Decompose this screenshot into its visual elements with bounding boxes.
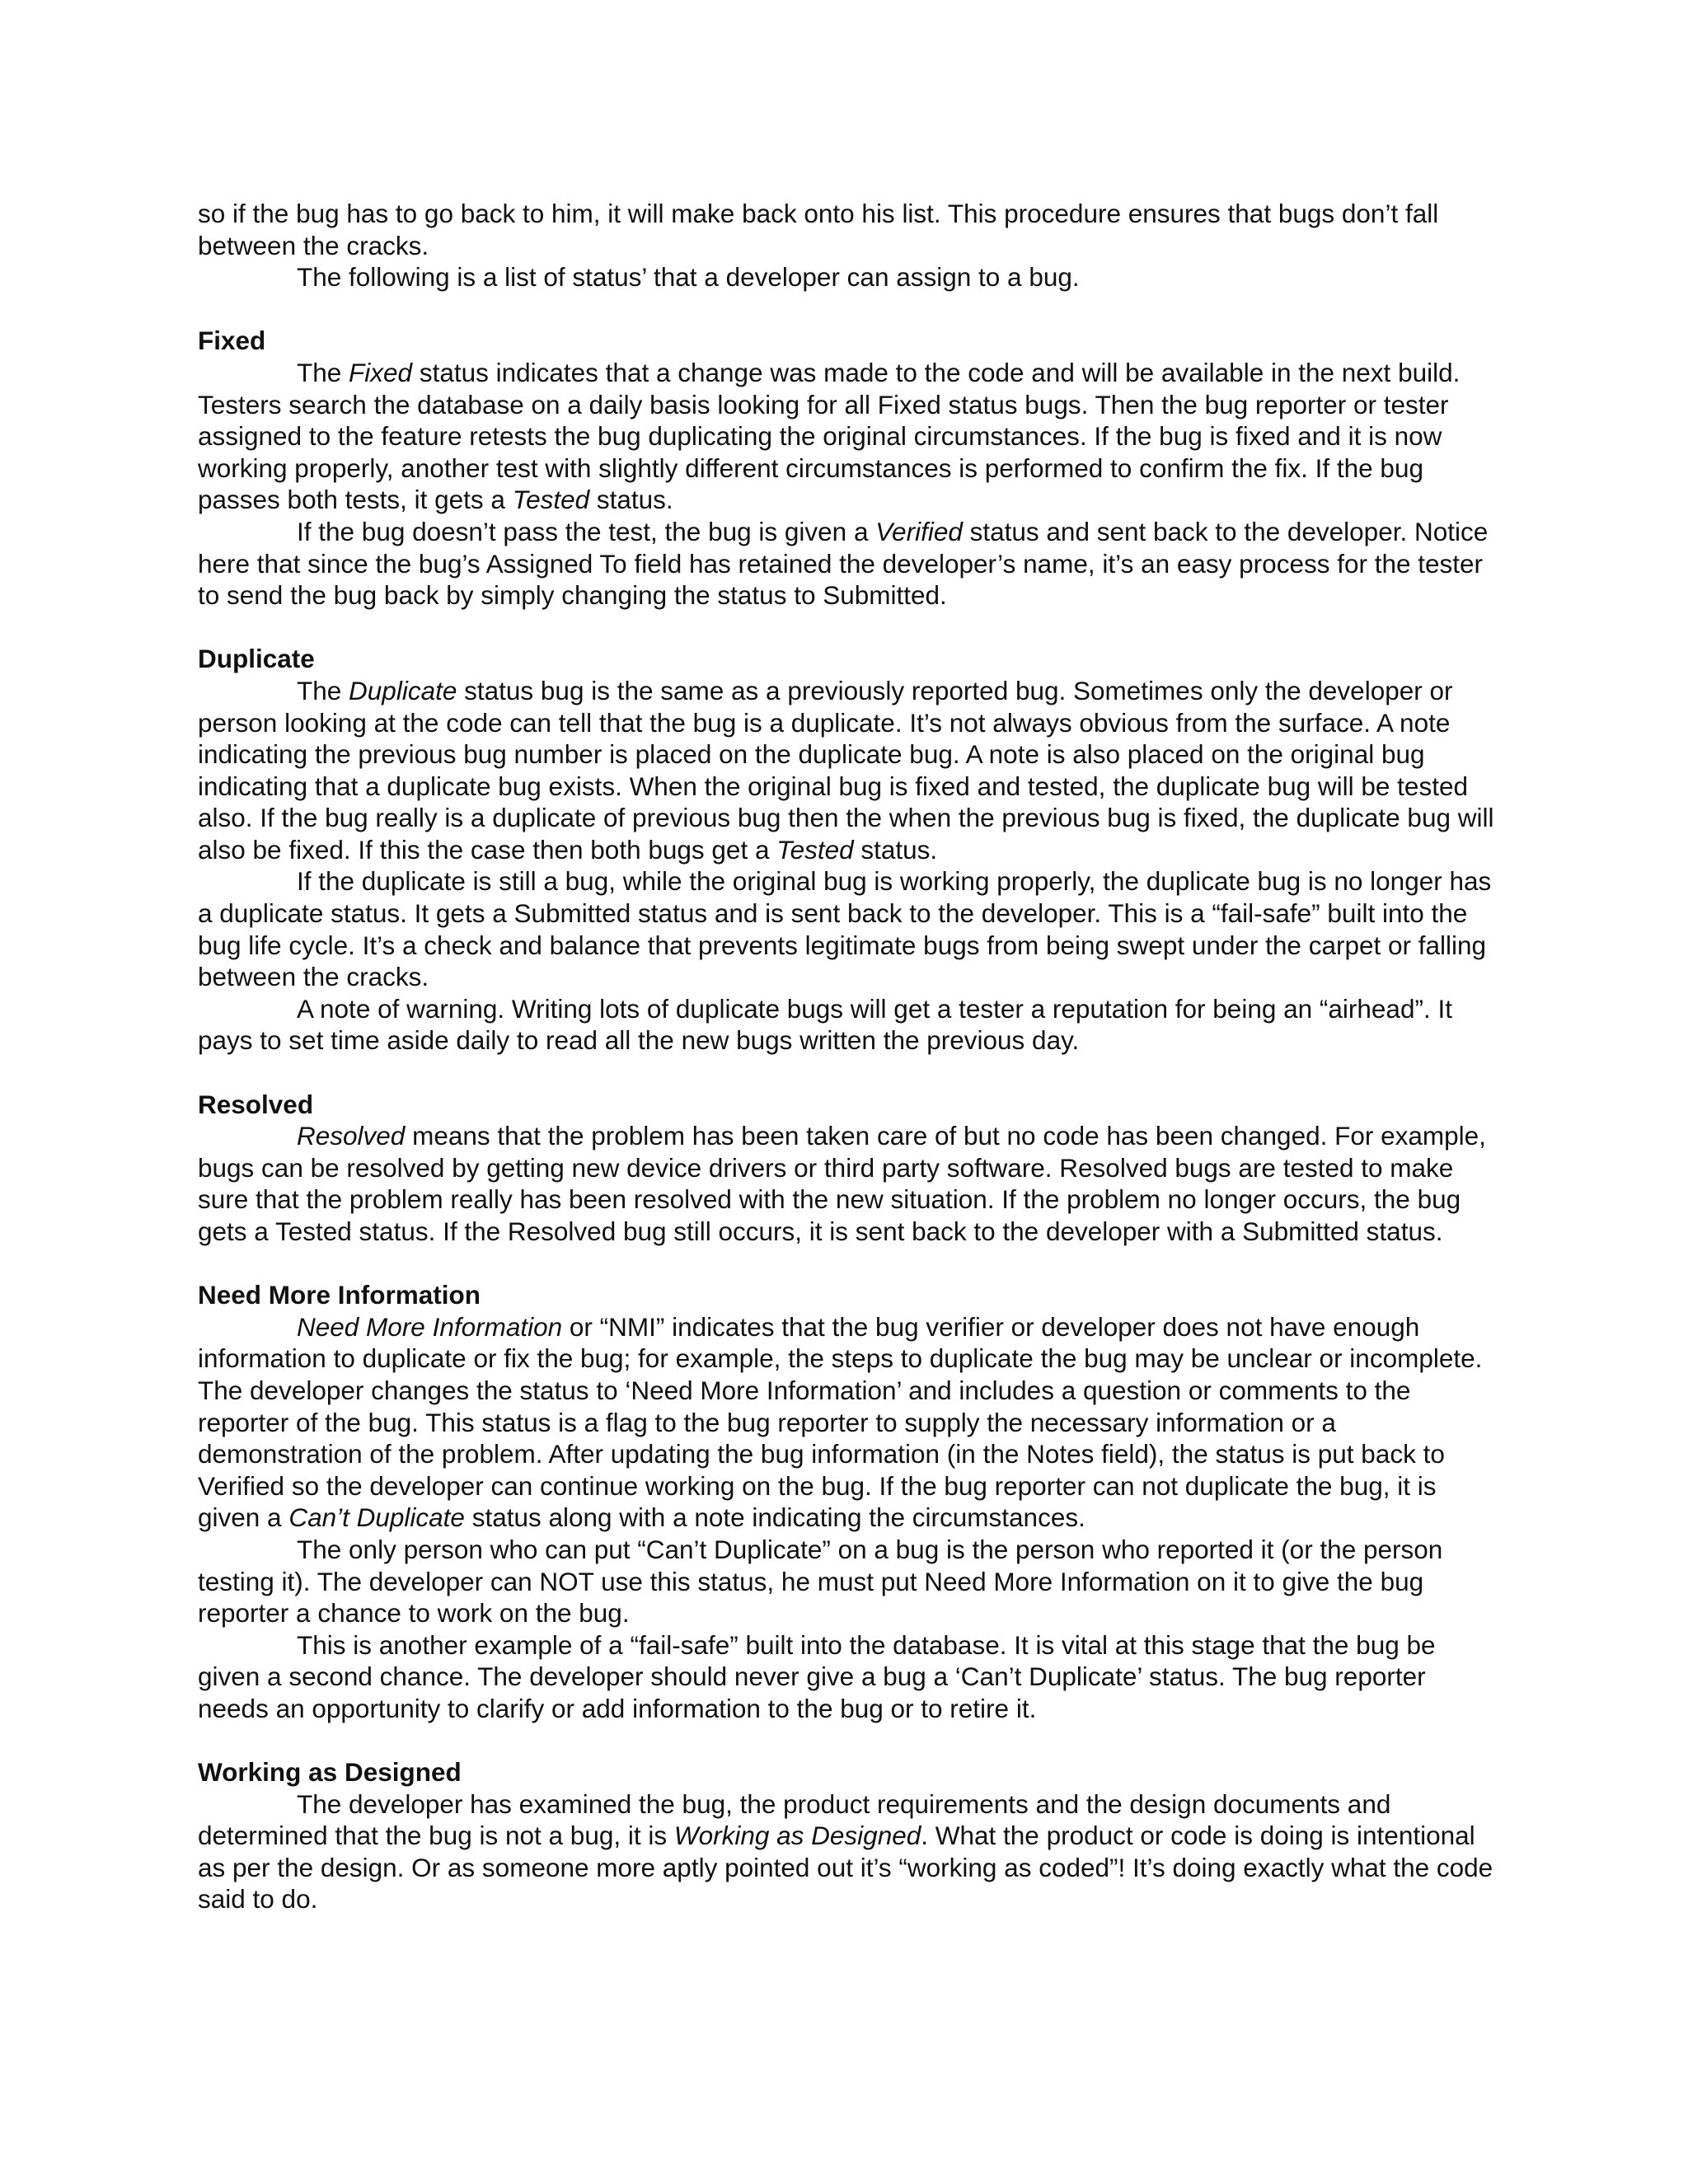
- emphasis-working-as-designed: Working as Designed: [673, 1821, 921, 1851]
- text-run: or “NMI” indicates that the bug verifier or developer does not have enough information to duplicate or fix the bug; for example, the steps to duplicate the bug may be unclear or incomplete. The developer changes the status to ‘Need More Information’ and includes a question or comments to the reporter of the bug. This status is a flag to the bug reporter to supply the necessary information or a demonstration of the problem. After updating the bug information (in the Notes field), the status is put back to Verified so the developer can continue working on the bug. If the bug reporter can not duplicate the bug, it is given a: [198, 1311, 1483, 1533]
- duplicate-paragraph-3: A note of warning. Writing lots of duplicate bugs will get a tester a reputation for being an “airhead”. It pays to set time aside daily to read all the new bugs written the previous day.: [198, 993, 1452, 1056]
- intro-paragraph-1: so if the bug has to go back to him, it will make back onto his list. This procedure ensures that bugs don’t fall between the cracks.: [198, 199, 1439, 260]
- emphasis-cant-duplicate: Can’t Duplicate: [288, 1502, 465, 1533]
- section-heading-working-as-designed: Working as Designed: [198, 1757, 462, 1788]
- text-run: status along with a note indicating the circumstances.: [464, 1502, 1085, 1533]
- emphasis-need-more-information: Need More Information: [297, 1311, 563, 1342]
- text-run: The: [297, 675, 349, 705]
- text-run: If the bug doesn’t pass the test, the bug is given a: [297, 516, 876, 546]
- emphasis-verified: Verified: [875, 516, 963, 546]
- section-heading-fixed: Fixed: [198, 326, 266, 356]
- emphasis-tested: Tested: [512, 485, 590, 515]
- text-run: status.: [853, 834, 938, 865]
- text-run: The: [297, 357, 349, 387]
- resolved-paragraph-1: [198, 1120, 1500, 1247]
- section-heading-need-more-information: Need More Information: [198, 1280, 481, 1310]
- nmi-paragraph-1: [198, 1311, 1500, 1534]
- emphasis-tested: Tested: [776, 834, 854, 865]
- nmi-paragraph-2: The only person who can put “Can’t Duplicate” on a bug is the person who reported it (or the person testing it). The developer can NOT use this status, he must put Need More Information on it to give the bug reporter a chance to work on the bug.: [198, 1534, 1443, 1629]
- fixed-paragraph-2: [198, 516, 1500, 612]
- section-heading-duplicate: Duplicate: [198, 644, 315, 674]
- text-run: means that the problem has been taken care of but no code has been changed. For example, bugs can be resolved by getting new device drivers or third party software. Resolved bugs are tested to make sure that the problem really has been resolved with the new situation. If the problem no longer occurs, the bug gets a Tested status. If the Resolved bug still occurs, it is sent back to the developer with a Submitted status.: [198, 1121, 1486, 1246]
- emphasis-duplicate: Duplicate: [349, 675, 457, 705]
- text-run: status.: [589, 485, 673, 515]
- wad-paragraph-1: [198, 1788, 1500, 1915]
- text-run: status bug is the same as a previously reported bug. Sometimes only the developer or person looking at the code can tell that the bug is a duplicate. It’s not always obvious from the surface. A note indicating the previous bug number is placed on the duplicate bug. A note is also placed on the original bug indicating that a duplicate bug exists. When the original bug is fixed and tested, the duplicate bug will be tested also. If the bug really is a duplicate of previous bug then the when the previous bug is fixed, the duplicate bug will also be fixed. If this the case then both bugs get a: [198, 675, 1494, 865]
- emphasis-fixed: Fixed: [349, 357, 413, 387]
- text-run: . What the product or code is doing is intentional as per the design. Or as someone more aptly pointed out it’s “working as coded”! It’s doing exactly what the code said to do.: [198, 1821, 1493, 1915]
- emphasis-resolved: Resolved: [297, 1121, 406, 1151]
- fixed-paragraph-1: [198, 357, 1500, 516]
- intro-paragraph-2: The following is a list of status’ that a developer can assign to a bug.: [297, 262, 1080, 293]
- nmi-paragraph-3: This is another example of a “fail-safe” built into the database. It is vital at this stage that the bug be given a second chance. The developer should never give a bug a ‘Can’t Duplicate’ status. The bug reporter needs an opportunity to clarify or add information to the bug or to retire it.: [198, 1629, 1436, 1723]
- section-heading-resolved: Resolved: [198, 1089, 314, 1119]
- text-run: status indicates that a change was made to the code and will be available in the next build. Testers search the database on a daily basis looking for all Fixed status bugs. Then the bug reporter or tester assigned to the feature retests the bug duplicating the original circumstances. If the bug is fixed and it is now working properly, another test with slightly different circumstances is performed to confirm the fix. If the bug passes both tests, it gets a: [198, 357, 1461, 515]
- duplicate-paragraph-1: [198, 675, 1500, 866]
- text-run: The developer has examined the bug, the product requirements and the design documents and determined that the bug is not a bug, it is: [198, 1788, 1391, 1851]
- duplicate-paragraph-2: If the duplicate is still a bug, while the original bug is working properly, the duplicate bug is no longer has a duplicate status. It gets a Submitted status and is sent back to the developer. This is a “fail-safe” built into the bug life cycle. It’s a check and balance that prevents legitimate bugs from being swept under the carpet or falling between the cracks.: [198, 866, 1492, 992]
- text-run: status and sent back to the developer. Notice here that since the bug’s Assigned To field has retained the developer’s name, it’s an easy process for the tester to send the bug back by simply changing the status to Submitted.: [198, 516, 1489, 611]
- document-page: [198, 198, 1500, 1915]
